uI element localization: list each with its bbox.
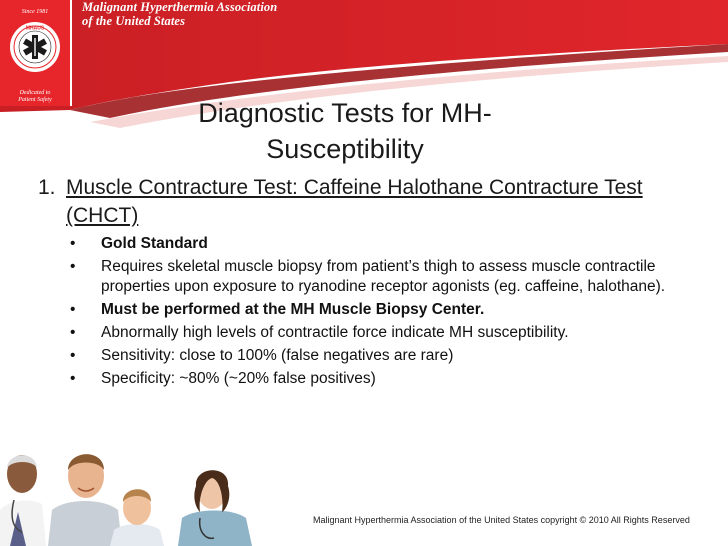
logo-dedicated-line2: Patient Safety [18, 97, 52, 103]
bullet-glyph: • [70, 301, 76, 318]
bullet-item [70, 300, 690, 320]
item-heading: Muscle Contracture Test: Caffeine Halothane Contracture Test (CHCT) [66, 176, 643, 227]
doctor-figure [0, 455, 46, 546]
item-number: 1. [38, 176, 56, 199]
bullet-text: Abnormally high levels of contractile force indicate MH susceptibility. [101, 324, 569, 341]
slide-title-line1: Diagnostic Tests for MH- [198, 98, 492, 128]
slide-title-line2: Susceptibility [266, 134, 424, 164]
mhaus-logo [0, 0, 72, 106]
copyright-footer: Malignant Hyperthermia Association of the United States copyright © 2010 All Rights Reserved [313, 515, 690, 525]
org-name-line1: Malignant Hyperthermia Association [82, 0, 278, 14]
nurse-figure [178, 470, 252, 546]
bullet-glyph: • [70, 347, 76, 364]
logo-dedicated-text [0, 90, 70, 104]
org-name-line2: of the United States [82, 14, 186, 28]
logo-since-text: Since 1981 [21, 9, 49, 15]
logo-badge-text: MHAUS [25, 25, 45, 32]
bullet-item [70, 369, 690, 389]
slide-title [150, 95, 540, 167]
man-figure [48, 454, 122, 546]
bullet-list [70, 234, 690, 392]
bullet-glyph: • [70, 324, 76, 341]
bullet-item [70, 234, 690, 254]
bullet-text: Gold Standard [101, 235, 208, 252]
logo-dedicated-line1: Dedicated to [19, 90, 51, 96]
bullet-glyph: • [70, 235, 76, 252]
bullet-text: Requires skeletal muscle biopsy from patient’s thigh to assess muscle contractile properties upon exposure to ryanodine receptor agonists (eg. caffeine, halothane). [101, 258, 666, 295]
bullet-text: Sensitivity: close to 100% (false negatives are rare) [101, 347, 454, 364]
bullet-glyph: • [70, 370, 76, 387]
logo-seal [8, 20, 62, 74]
people-photo [0, 440, 270, 546]
bullet-text: Must be performed at the MH Muscle Biopsy Center. [101, 301, 485, 318]
bullet-text: Specificity: ~80% (~20% false positives) [101, 370, 376, 387]
bullet-glyph: • [70, 258, 76, 275]
bullet-item [70, 346, 690, 366]
bullet-item [70, 323, 690, 343]
bullet-item [70, 257, 690, 297]
